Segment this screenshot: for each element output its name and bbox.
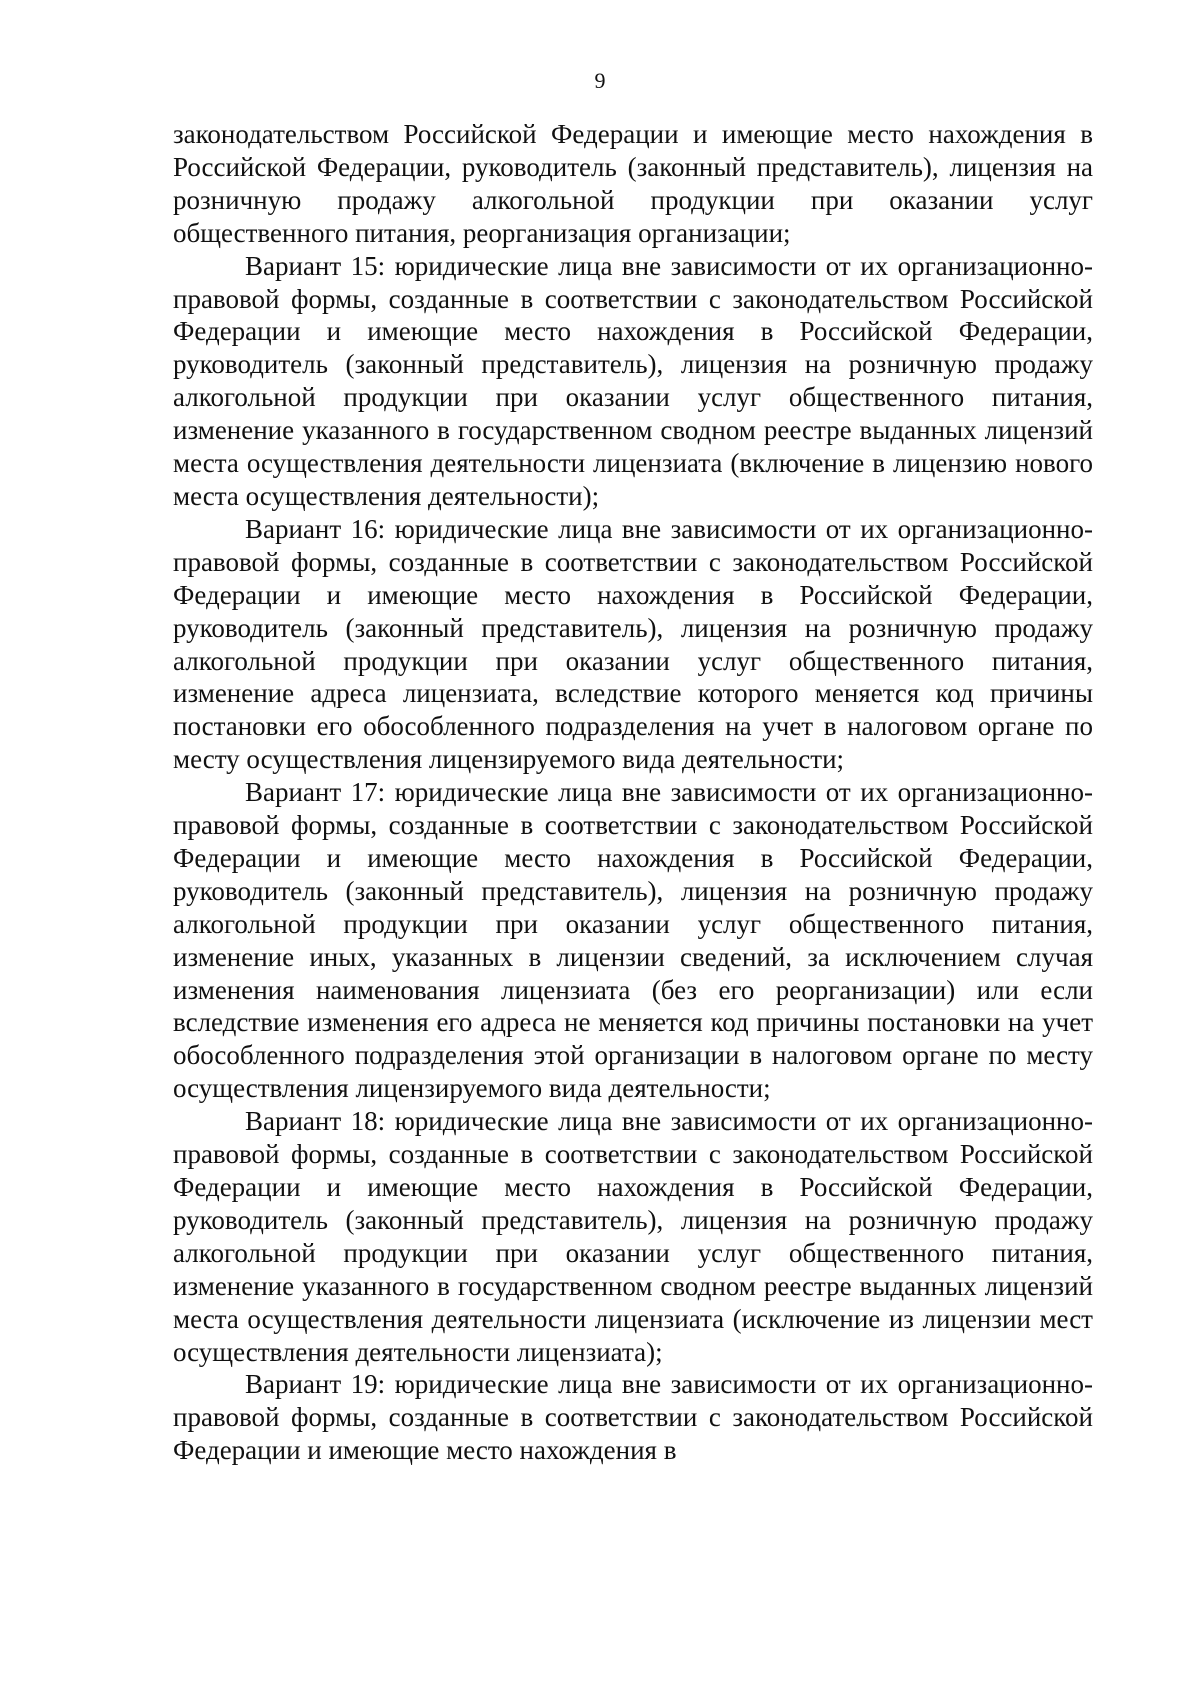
paragraph-variant-17: Вариант 17: юридические лица вне зависимости от их организационно-правовой формы, созданные в соответствии с законодательством Российской Федерации и имеющие место нахождения в Российской Федерации, руководитель (законный представитель), лицензия на розничную продажу алкогольной продукции при оказании услуг общественного питания, изменение иных, указанных в лицензии сведений, за исключением случая изменения наименования лицензиата (без его реорганизации) или если вследствие изменения его адреса не меняется код причины постановки на учет обособленного подразделения этой организации в налоговом органе по месту осуществления лицензируемого вида деятельности;	[173, 777, 1093, 1104]
paragraph-variant-18: Вариант 18: юридические лица вне зависимости от их организационно-правовой формы, созданные в соответствии с законодательством Российской Федерации и имеющие место нахождения в Российской Федерации, руководитель (законный представитель), лицензия на розничную продажу алкогольной продукции при оказании услуг общественного питания, изменение указанного в государственном сводном реестре выданных лицензий места осуществления деятельности лицензиата (исключение из лицензии мест осуществления деятельности лицензиата);	[173, 1106, 1093, 1367]
page-number: 9	[594, 68, 606, 93]
paragraph-variant-16: Вариант 16: юридические лица вне зависимости от их организационно-правовой формы, созданные в соответствии с законодательством Российской Федерации и имеющие место нахождения в Российской Федерации, руководитель (законный представитель), лицензия на розничную продажу алкогольной продукции при оказании услуг общественного питания, изменение адреса лицензиата, вследствие которого меняется код причины постановки его обособленного подразделения на учет в налоговом органе по месту осуществления лицензируемого вида деятельности;	[173, 513, 1093, 775]
paragraph-variant-19: Вариант 19: юридические лица вне зависимости от их организационно-правовой формы, созданные в соответствии с законодательством Российской Федерации и имеющие место нахождения в	[173, 1369, 1093, 1466]
paragraph-variant-15: Вариант 15: юридические лица вне зависимости от их организационно-правовой формы, созданные в соответствии с законодательством Российской Федерации и имеющие место нахождения в Российской Федерации, руководитель (законный представитель), лицензия на розничную продажу алкогольной продукции при оказании услуг общественного питания, изменение указанного в государственном сводном реестре выданных лицензий места осуществления деятельности лицензиата (включение в лицензию нового места осуществления деятельности);	[173, 250, 1093, 511]
document-body	[173, 118, 1093, 1467]
paragraph-continuation: законодательством Российской Федерации и имеющие место нахождения в Российской Федерации, руководитель (законный представитель), лицензия на розничную продажу алкогольной продукции при оказании услуг общественного питания, реорганизация организации;	[173, 119, 1093, 248]
